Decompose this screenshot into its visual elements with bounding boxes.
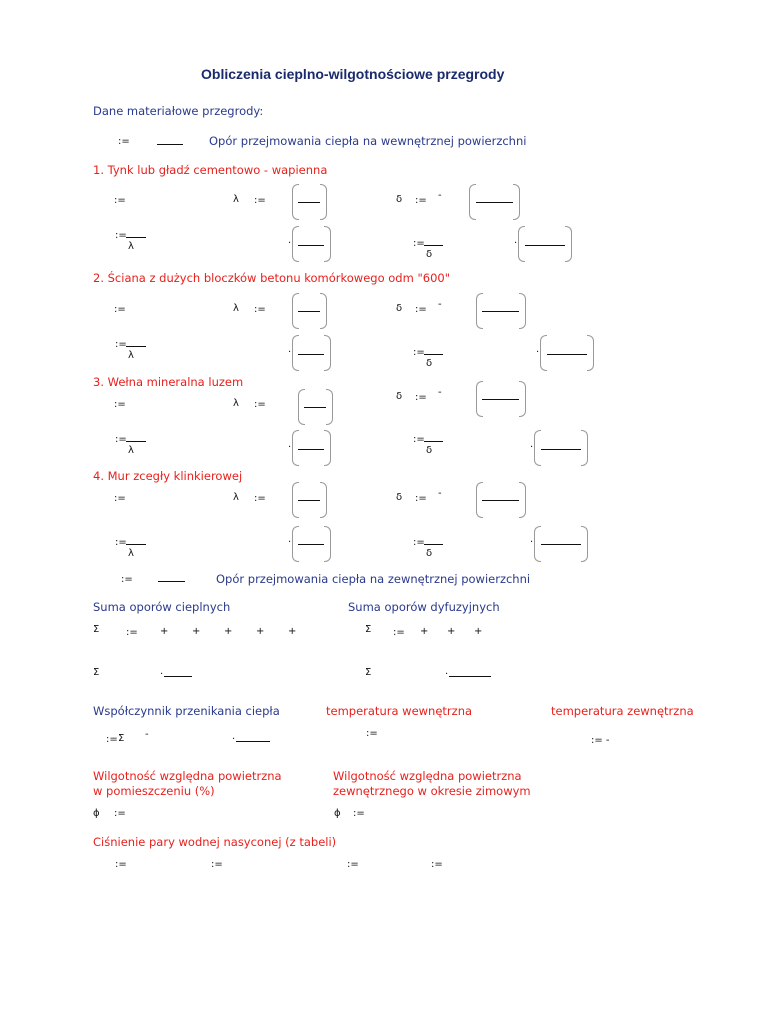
lambda-symbol: λ — [233, 303, 239, 314]
assign-symbol: := — [415, 392, 427, 403]
assign-symbol: := — [114, 304, 126, 315]
dot-symbol: · — [514, 238, 518, 249]
fraction-line — [164, 676, 192, 677]
plus-symbol: + — [256, 626, 265, 637]
temp-zewn-label: temperatura zewnętrzna — [551, 704, 694, 718]
assign-minus-symbol: := - — [591, 735, 610, 746]
fraction-line — [476, 202, 513, 203]
lambda-symbol: λ — [233, 398, 239, 409]
delta-symbol: δ — [426, 445, 433, 456]
sigma-symbol: Σ — [365, 667, 372, 678]
layer-3-title: 3. Wełna mineralna luzem — [93, 375, 244, 389]
dot-symbol: · — [232, 734, 236, 745]
assign-symbol: := — [254, 399, 266, 410]
opor-zewn-label: Opór przejmowania ciepła na zewnętrznej powierzchni — [216, 572, 531, 586]
assign-symbol: := — [121, 574, 133, 585]
fraction-line — [482, 399, 519, 400]
assign-symbol: := — [413, 238, 425, 249]
minus-symbol: - — [145, 729, 149, 740]
dot-symbol: · — [530, 442, 534, 453]
right-paren — [320, 293, 327, 329]
dot-symbol: · — [530, 537, 534, 548]
plus-symbol: + — [420, 626, 429, 637]
fraction-line — [157, 144, 183, 145]
minus-symbol: - — [438, 299, 442, 310]
assign-symbol: := — [415, 493, 427, 504]
fraction-line — [158, 581, 185, 582]
right-paren — [324, 430, 331, 466]
fraction-line — [298, 245, 324, 246]
lambda-symbol: λ — [233, 194, 239, 205]
wilg-zew-line1: Wilgotność względna powietrzna — [333, 769, 522, 783]
right-paren — [513, 184, 520, 220]
fraction-line — [525, 245, 565, 246]
plus-symbol: + — [447, 626, 456, 637]
fraction-line — [126, 544, 146, 545]
fraction-line — [126, 237, 146, 238]
dane-label: Dane materiałowe przegrody: — [93, 104, 264, 118]
fraction-line — [298, 354, 324, 355]
fraction-line — [298, 202, 320, 203]
right-paren — [326, 389, 333, 425]
assign-symbol: := — [413, 434, 425, 445]
right-paren — [581, 430, 588, 466]
assign-symbol: := — [413, 347, 425, 358]
fraction-line — [424, 245, 443, 246]
dot-symbol: · — [160, 669, 164, 680]
left-paren — [469, 184, 476, 220]
sigma-symbol: Σ — [93, 624, 100, 635]
assign-symbol: := — [254, 493, 266, 504]
plus-symbol: + — [192, 626, 201, 637]
dot-symbol: · — [288, 347, 292, 358]
dot-symbol: · — [536, 347, 540, 358]
right-paren — [581, 526, 588, 562]
minus-symbol: - — [438, 387, 442, 398]
lambda-symbol: λ — [128, 445, 134, 456]
assign-symbol: := — [114, 195, 126, 206]
assign-symbol: := — [415, 304, 427, 315]
assign-symbol: := — [115, 230, 127, 241]
right-paren — [324, 526, 331, 562]
delta-symbol: δ — [426, 249, 433, 260]
assign-symbol: := — [106, 734, 118, 745]
right-paren — [324, 226, 331, 262]
plus-symbol: + — [160, 626, 169, 637]
assign-symbol: := — [431, 859, 443, 870]
assign-symbol: := — [115, 434, 127, 445]
fraction-line — [482, 500, 519, 501]
lambda-symbol: λ — [233, 492, 239, 503]
fraction-line — [126, 441, 146, 442]
fraction-line — [482, 311, 519, 312]
delta-symbol: δ — [396, 194, 403, 205]
wspolczynnik-label: Współczynnik przenikania ciepła — [93, 704, 280, 718]
assign-symbol: := — [115, 537, 127, 548]
wilg-pom-line2: w pomieszczeniu (%) — [93, 784, 215, 798]
dot-symbol: · — [288, 537, 292, 548]
lambda-symbol: λ — [128, 548, 134, 559]
minus-symbol: - — [438, 488, 442, 499]
dot-symbol: · — [288, 238, 292, 249]
lambda-symbol: λ — [128, 350, 134, 361]
right-paren — [565, 226, 572, 262]
fraction-line — [126, 346, 146, 347]
assign-symbol: := — [393, 627, 405, 638]
right-paren — [324, 335, 331, 371]
assign-symbol: := — [415, 195, 427, 206]
minus-symbol: - — [438, 190, 442, 201]
fraction-line — [541, 544, 581, 545]
fraction-line — [304, 407, 326, 408]
left-paren — [534, 430, 541, 466]
phi-symbol: ϕ — [334, 808, 341, 819]
delta-symbol: δ — [396, 391, 403, 402]
fraction-line — [449, 676, 491, 677]
opor-wewn-label: Opór przejmowania ciepła na wewnętrznej powierzchni — [209, 134, 527, 148]
left-paren — [540, 335, 547, 371]
fraction-line — [298, 500, 320, 501]
right-paren — [519, 482, 526, 518]
left-paren — [292, 430, 299, 466]
cisnienie-label: Ciśnienie pary wodnej nasyconej (z tabeli) — [93, 835, 337, 849]
plus-symbol: + — [474, 626, 483, 637]
suma-dyfuzyjnych-label: Suma oporów dyfuzyjnych — [348, 600, 500, 614]
delta-symbol: δ — [396, 303, 403, 314]
left-paren — [518, 226, 525, 262]
plus-symbol: + — [288, 626, 297, 637]
right-paren — [587, 335, 594, 371]
fraction-line — [298, 544, 324, 545]
dot-symbol: · — [288, 442, 292, 453]
delta-symbol: δ — [396, 492, 403, 503]
assign-symbol: := — [114, 493, 126, 504]
assign-symbol: := — [366, 728, 378, 739]
fraction-line — [298, 311, 320, 312]
phi-symbol: ϕ — [93, 808, 100, 819]
plus-symbol: + — [224, 626, 233, 637]
fraction-line — [424, 354, 443, 355]
layer-2-title: 2. Ściana z dużych bloczków betonu komórkowego odm "600" — [93, 271, 450, 285]
right-paren — [320, 184, 327, 220]
fraction-line — [424, 441, 443, 442]
assign-symbol: := — [118, 136, 130, 147]
sigma-symbol: Σ — [93, 667, 100, 678]
assign-symbol: := — [211, 859, 223, 870]
layer-1-title: 1. Tynk lub gładź cementowo - wapienna — [93, 163, 328, 177]
fraction-line — [541, 449, 581, 450]
assign-symbol: := — [353, 808, 365, 819]
left-paren — [292, 335, 299, 371]
layer-4-title: 4. Mur zcegły klinkierowej — [93, 469, 243, 483]
assign-symbol: := — [114, 399, 126, 410]
right-paren — [519, 293, 526, 329]
assign-symbol: := — [254, 195, 266, 206]
assign-symbol: := — [347, 859, 359, 870]
assign-symbol: := — [126, 627, 138, 638]
wilg-zew-line2: zewnętrznego w okresie zimowym — [333, 784, 531, 798]
fraction-line — [298, 449, 324, 450]
temp-wewn-label: temperatura wewnętrzna — [326, 704, 473, 718]
delta-symbol: δ — [426, 358, 433, 369]
fraction-line — [236, 741, 270, 742]
left-paren — [292, 226, 299, 262]
lambda-symbol: λ — [128, 241, 134, 252]
assign-symbol: := — [115, 339, 127, 350]
assign-symbol: := — [115, 859, 127, 870]
wilg-pom-line1: Wilgotność względna powietrzna — [93, 769, 282, 783]
sigma-symbol: Σ — [365, 624, 372, 635]
sigma-symbol: Σ — [118, 733, 125, 744]
suma-cieplnych-label: Suma oporów cieplnych — [93, 600, 231, 614]
right-paren — [320, 482, 327, 518]
page-title: Obliczenia cieplno-wilgotnościowe przegrody — [201, 66, 505, 82]
dot-symbol: · — [445, 669, 449, 680]
delta-symbol: δ — [426, 548, 433, 559]
fraction-line — [547, 354, 587, 355]
right-paren — [519, 381, 526, 417]
assign-symbol: := — [254, 304, 266, 315]
assign-symbol: := — [114, 808, 126, 819]
assign-symbol: := — [413, 537, 425, 548]
fraction-line — [424, 544, 443, 545]
left-paren — [534, 526, 541, 562]
